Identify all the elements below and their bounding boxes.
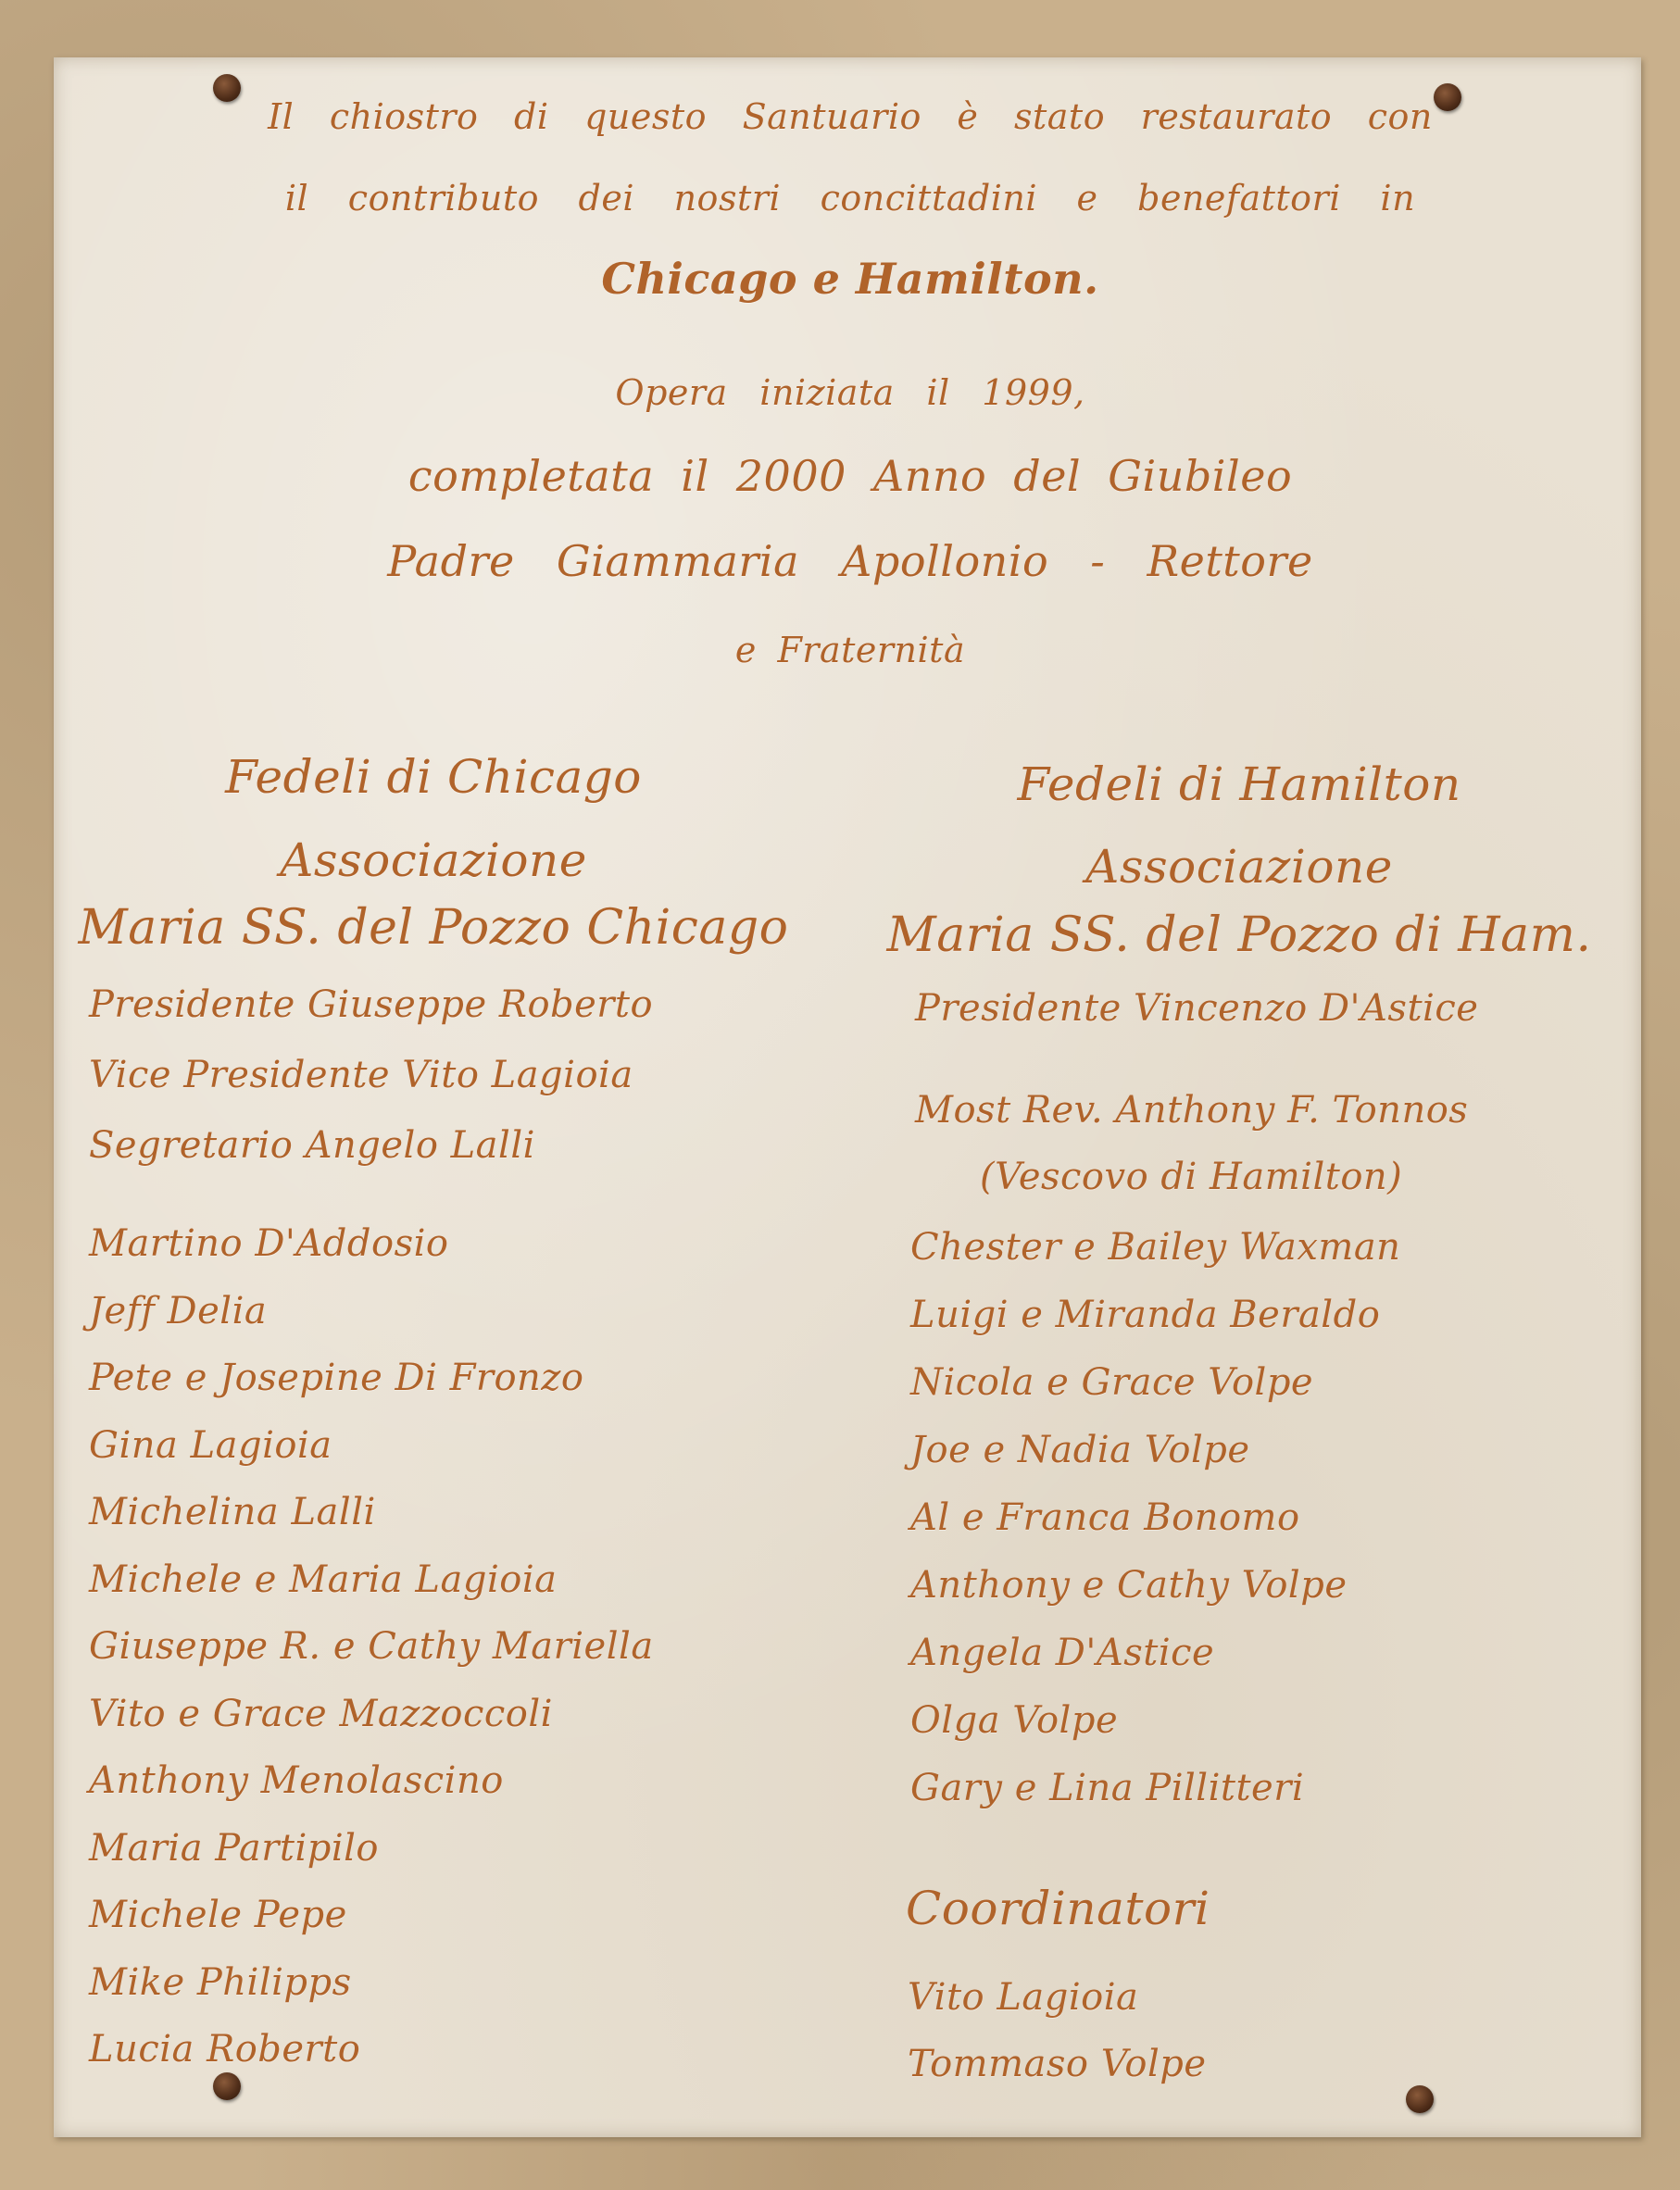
intro-line-4: Opera iniziata il 1999, — [615, 372, 1085, 413]
intro-line-7: e Fraternità — [734, 630, 966, 670]
officer-line: Segretario Angelo Lalli — [89, 1124, 535, 1167]
donor-name: Anthony e Cathy Volpe — [910, 1564, 1348, 1607]
intro-line-5: completata il 2000 Anno del Giubileo — [407, 451, 1293, 501]
donor-name: Pete e Josepine Di Fronzo — [89, 1357, 584, 1399]
donor-name: Luigi e Miranda Beraldo — [910, 1294, 1381, 1336]
donor-name: Michele Pepe — [89, 1894, 347, 1936]
intro-line-6: Padre Giammaria Apollonio - Rettore — [387, 536, 1313, 586]
donor-name: Vito e Grace Mazzoccoli — [89, 1692, 553, 1735]
donor-name: Michele e Maria Lagioia — [89, 1558, 558, 1601]
donor-name: Anthony Menolascino — [89, 1759, 504, 1802]
donor-name: Gina Lagioia — [89, 1423, 332, 1467]
officer-line: Vice Presidente Vito Lagioia — [89, 1054, 633, 1096]
right-heading-2: Associazione — [1085, 840, 1393, 894]
left-heading-1: Fedeli di Chicago — [225, 750, 642, 804]
right-heading-1: Fedeli di Hamilton — [1017, 757, 1461, 811]
donor-name: Mike Philipps — [89, 1960, 352, 2004]
right-heading-3: Maria SS. del Pozzo di Ham. — [886, 907, 1592, 963]
coordinator-name: Tommaso Volpe — [908, 2043, 1207, 2085]
donor-name: Giuseppe R. e Cathy Mariella — [89, 1625, 654, 1668]
coordinators-heading: Coordinatori — [906, 1882, 1210, 1935]
officer-line: (Vescovo di Hamilton) — [980, 1156, 1403, 1198]
donor-name: Martino D'Addosio — [89, 1222, 449, 1265]
bolt-bottom-right — [1406, 2085, 1434, 2113]
intro-line-2: il contributo dei nostri concittadini e benefattori in — [284, 178, 1416, 219]
donor-name: Michelina Lalli — [89, 1491, 376, 1533]
intro-line-1: Il chiostro di questo Santuario è stato restaurato con — [268, 96, 1433, 137]
left-heading-2: Associazione — [280, 833, 587, 887]
donor-name: Joe e Nadia Volpe — [910, 1429, 1250, 1471]
intro-line-3: Chicago e Hamilton. — [601, 254, 1099, 304]
officer-line: Presidente Vincenzo D'Astice — [915, 987, 1479, 1030]
donor-name: Jeff Delia — [89, 1289, 268, 1333]
officer-line: Most Rev. Anthony F. Tonnos — [915, 1089, 1469, 1132]
donor-name: Lucia Roberto — [89, 2028, 361, 2071]
bolt-bottom-left — [213, 2072, 241, 2100]
donor-name: Al e Franca Bonomo — [910, 1496, 1300, 1539]
left-heading-3: Maria SS. del Pozzo Chicago — [78, 900, 789, 956]
memorial-plaque — [54, 57, 1641, 2137]
donor-name: Chester e Bailey Waxman — [910, 1226, 1401, 1269]
donor-name: Maria Partipilo — [89, 1826, 380, 1870]
donor-name: Olga Volpe — [910, 1699, 1119, 1742]
donor-name: Gary e Lina Pillitteri — [910, 1767, 1305, 1809]
donor-name: Nicola e Grace Volpe — [910, 1361, 1314, 1404]
officer-line: Presidente Giuseppe Roberto — [89, 983, 654, 1026]
donor-name: Angela D'Astice — [910, 1632, 1215, 1674]
coordinator-name: Vito Lagioia — [908, 1976, 1139, 2019]
